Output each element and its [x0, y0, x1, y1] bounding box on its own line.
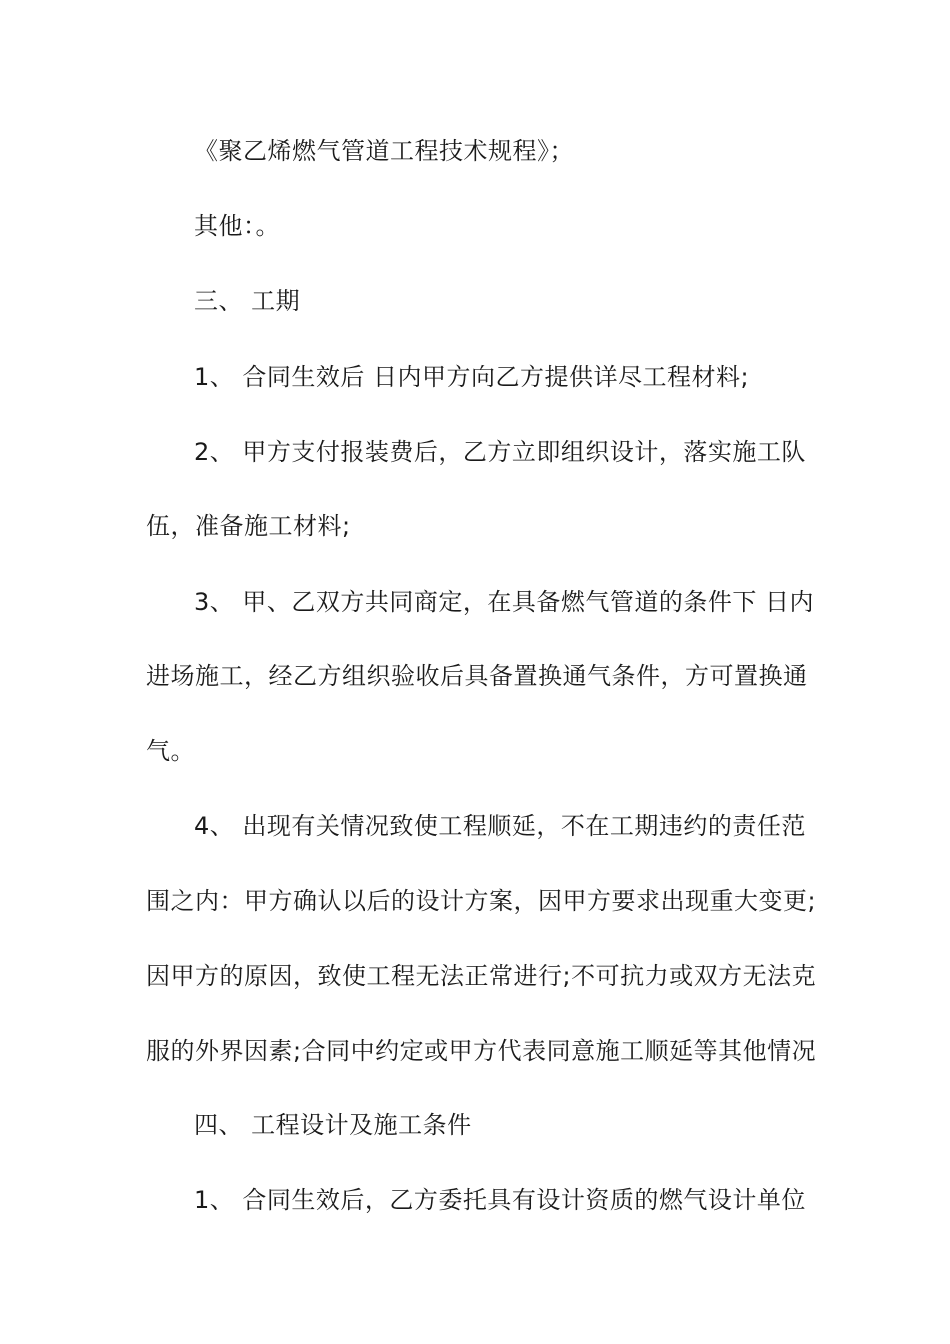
- paragraph-line: 《聚乙烯燃气管道工程技术规程》；: [194, 137, 574, 165]
- paragraph-line: 其他：。: [194, 212, 280, 240]
- section-heading: 三、 工期: [194, 287, 301, 315]
- paragraph-line: 气。: [146, 737, 195, 765]
- paragraph-line: 伍，准备施工材料;: [146, 512, 351, 540]
- paragraph-line: 1、 合同生效后，乙方委托具有设计资质的燃气设计单位: [194, 1186, 806, 1214]
- paragraph-line: 4、 出现有关情况致使工程顺延，不在工期违约的责任范: [194, 812, 806, 840]
- paragraph-line: 服的外界因素;合同中约定或甲方代表同意施工顺延等其他情况: [146, 1037, 817, 1065]
- paragraph-line: 进场施工，经乙方组织验收后具备置换通气条件，方可置换通: [146, 662, 808, 690]
- paragraph-line: 3、 甲、乙双方共同商定，在具备燃气管道的条件下 日内: [194, 588, 815, 616]
- paragraph-line: 2、 甲方支付报装费后，乙方立即组织设计，落实施工队: [194, 438, 806, 466]
- section-heading: 四、 工程设计及施工条件: [194, 1111, 472, 1139]
- paragraph-line: 围之内：甲方确认以后的设计方案，因甲方要求出现重大变更;: [146, 887, 817, 915]
- paragraph-line: 因甲方的原因，致使工程无法正常进行;不可抗力或双方无法克: [146, 962, 817, 990]
- paragraph-line: 1、 合同生效后 日内甲方向乙方提供详尽工程材料;: [194, 363, 750, 391]
